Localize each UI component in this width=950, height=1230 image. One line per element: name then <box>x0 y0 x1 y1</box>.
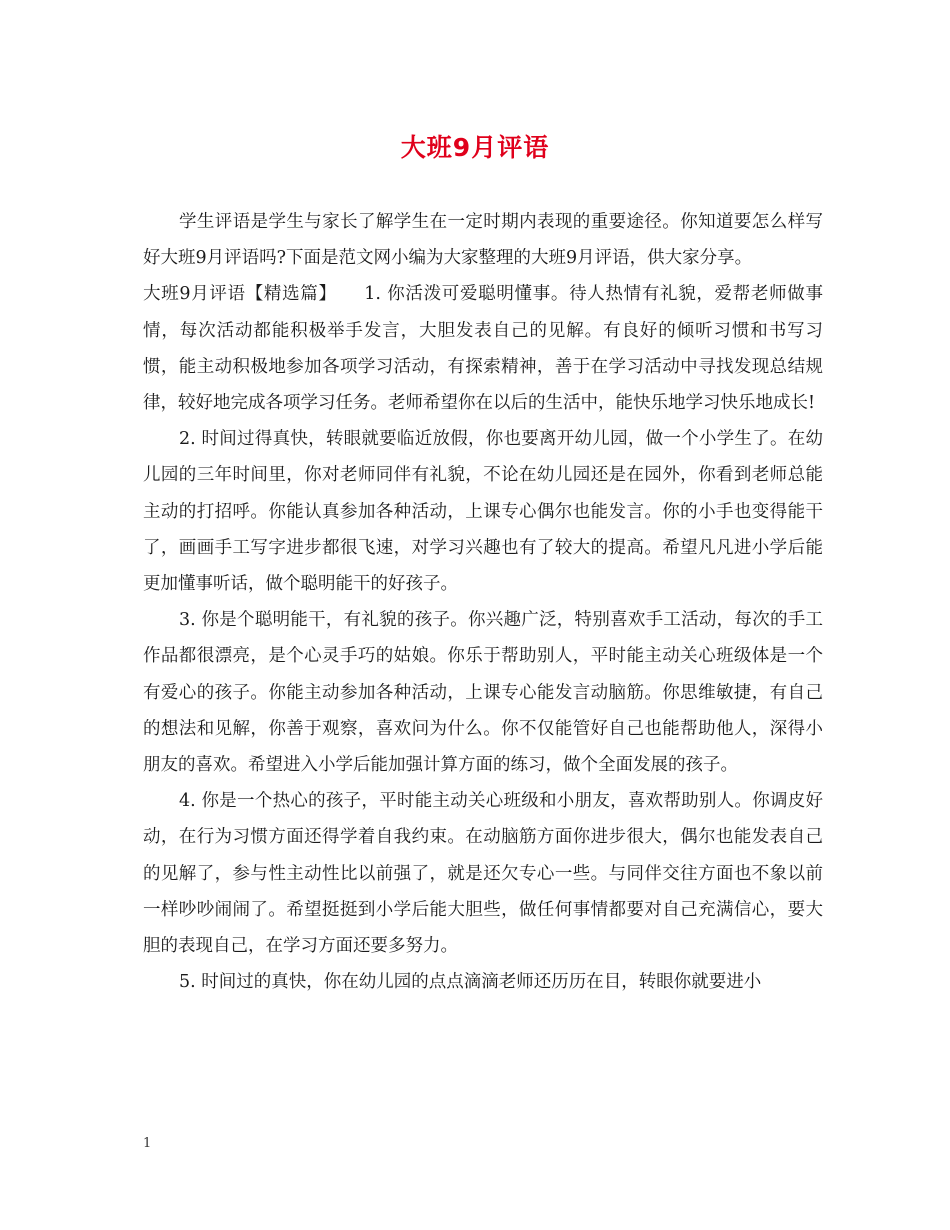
document-body <box>143 204 823 1000</box>
paragraph-4: 4. 你是一个热心的孩子，平时能主动关心班级和小朋友，喜欢帮助别人。你调皮好动，在行为习惯方面还得学着自我约束。在动脑筋方面你进步很大，偶尔也能发表自己的见解了，参与性主动性比以前强了，就是还欠专心一些。与同伴交往方面也不象以前一样吵吵闹闹了。希望挺挺到小学后能大胆些，做任何事情都要对自己充满信心，要大胆的表现自己，在学习方面还要多努力。 <box>143 791 823 957</box>
paragraph-1: 大班9月评语【精选篇】 1. 你活泼可爱聪明懂事。待人热情有礼貌，爱帮老师做事情，每次活动都能积极举手发言，大胆发表自己的见解。有良好的倾听习惯和书写习惯，能主动积极地参加各项学习活动，有探索精神，善于在学习活动中寻找发现总结规律，较好地完成各项学习任务。老师希望你在以后的生活中，能快乐地学习快乐地成长! <box>143 284 823 414</box>
document-title: 大班9月评语 <box>400 133 550 162</box>
paragraph-2: 2. 时间过得真快，转眼就要临近放假，你也要离开幼儿园，做一个小学生了。在幼儿园的三年时间里，你对老师同伴有礼貌，不论在幼儿园还是在园外，你看到老师总能主动的打招呼。你能认真参加各种活动，上课专心偶尔也能发言。你的小手也变得能干了，画画手工写字进步都很飞速，对学习兴趣也有了较大的提高。希望凡凡进小学后能更加懂事听话，做个聪明能干的好孩子。 <box>143 429 823 595</box>
page-number: 1 <box>143 1136 152 1151</box>
paragraph-5: 5. 时间过的真快，你在幼儿园的点点滴滴老师还历历在目，转眼你就要进小 <box>179 972 762 993</box>
paragraph-3: 3. 你是个聪明能干，有礼貌的孩子。你兴趣广泛，特别喜欢手工活动，每次的手工作品都很漂亮，是个心灵手巧的姑娘。你乐于帮助别人，平时能主动关心班级体是一个有爱心的孩子。你能主动参加各种活动，上课专心能发言动脑筋。你思维敏捷，有自己的想法和见解，你善于观察，喜欢问为什么。你不仅能管好自己也能帮助他人，深得小朋友的喜欢。希望进入小学后能加强计算方面的练习，做个全面发展的孩子。 <box>143 610 823 776</box>
paragraph-intro: 学生评语是学生与家长了解学生在一定时期内表现的重要途径。你知道要怎么样写好大班9月评语吗?下面是范文网小编为大家整理的大班9月评语，供大家分享。 <box>143 212 823 269</box>
